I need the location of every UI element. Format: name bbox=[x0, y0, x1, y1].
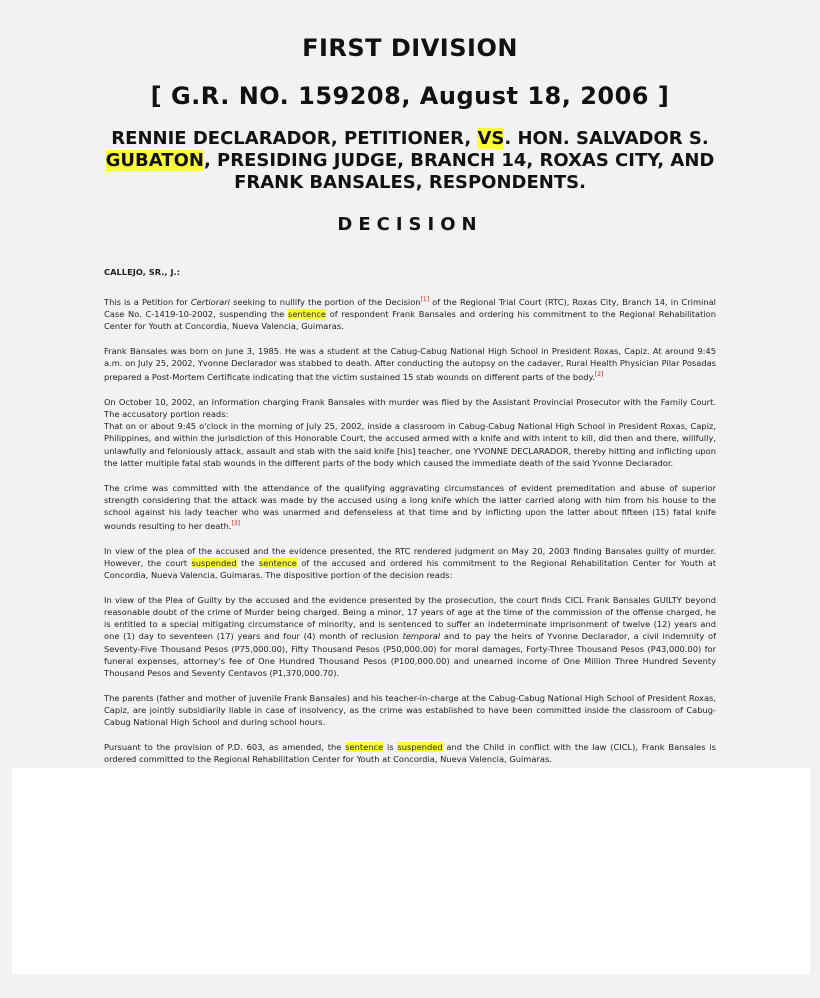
decision-heading: DECISION bbox=[337, 214, 483, 235]
highlight-sentence: sentence bbox=[345, 742, 384, 753]
text: On October 10, 2002, an Information charging Frank Bansales with murder was filed by the Assistant Provincial Prosecutor with the Family Court. The accusatory portion reads: bbox=[104, 397, 716, 420]
paragraph-5 bbox=[104, 545, 716, 581]
ponente: CALLEJO, SR., J.: bbox=[104, 267, 181, 277]
paragraph-1 bbox=[104, 294, 716, 332]
division-heading: FIRST DIVISION bbox=[302, 34, 518, 62]
text: In view of the Plea of Guilty by the accused and the evidence presented by the prosecution, the court finds CICL Frank Bansales GUILTY beyond reasonable doubt of the crime of Murder being charged. Being a minor, 17 years of age at the time of the commission of the offense charged, he is entitled to a special mitigating circumstance of minority, and is sentenced to suffer an indeterminate imprisonment of twelve (12) years and one (1) day to seventeen (17) years and four (4) month of reclusion bbox=[104, 595, 716, 642]
text: of respondent Frank Bansales and ordering his commitment to the Regional Rehabilitation Center for Youth at Concordia, Nueva Valencia, Guimaras. bbox=[104, 308, 716, 332]
paragraph-6 bbox=[104, 594, 716, 679]
text: seeking to nullify the portion of the Decision bbox=[229, 296, 421, 307]
highlight-sentence: sentence bbox=[288, 308, 327, 319]
paragraph-3 bbox=[104, 396, 716, 469]
decision-body bbox=[104, 266, 716, 778]
text: In view of the plea of the accused and the evidence presented, the RTC rendered judgment on May 20, 2003 finding Bansales guilty of murder. However, the court bbox=[104, 545, 716, 568]
highlight-gubaton: GUBATON bbox=[105, 150, 204, 171]
text: and to pay the heirs of Yvonne Declarador, a civil indemnity of Seventy-Five Thousand Pesos (P75,000.00), Fifty Thousand Pesos (P50,000.00) for moral damages, Forty-Three Thousand Pesos (P43,000.00) for funeral expenses, attorney's fee of One Hundred Thousand Pesos (P100,000.00) and unearned income of One Million Three Hundred Seventy Thousand Pesos and Seventy Centavos (P1,370,000.70). bbox=[104, 631, 716, 678]
parties-heading bbox=[100, 128, 720, 194]
text-italic: temporal bbox=[402, 631, 441, 642]
parties-text: RENNIE DECLARADOR, PETITIONER, bbox=[111, 128, 478, 149]
text: Frank Bansales was born on June 3, 1985. He was a student at the Cabug-Cabug National High School in President Roxas, Capiz. At around 9:45 a.m. on July 25, 2002, Yvonne Declarador was stabbed to death. After conducting the autopsy on the cadaver, Rural Health Physician Pilar Posadas prepared a Post-Mortem Certificate indicating that the victim sustained 15 stab wounds on different parts of the body. bbox=[104, 346, 717, 383]
case-number-heading: [ G.R. NO. 159208, August 18, 2006 ] bbox=[150, 82, 670, 110]
highlight-suspended: suspended bbox=[397, 742, 443, 753]
text: and the Child in conflict with the law (CICL), Frank Bansales is ordered committed to the Regional Rehabilitation Center for Youth at Concordia, Nueva Valencia, Guimaras. bbox=[104, 742, 717, 765]
text: This is a Petition for bbox=[104, 296, 191, 307]
paragraph-4 bbox=[104, 482, 716, 532]
text: of the accused and ordered his commitment to the Regional Rehabilitation Center for Youth at Concordia, Nueva Valencia, Guimaras. The dispositive portion of the decision reads: bbox=[104, 557, 717, 581]
parties-text: . HON. SALVADOR S. bbox=[504, 128, 709, 149]
highlight-suspended: suspended bbox=[191, 557, 237, 568]
text: Pursuant to the provision of P.D. 603, as amended, the bbox=[104, 742, 346, 753]
footnote-link[interactable]: [2] bbox=[594, 371, 604, 379]
text: The crime was committed with the attendance of the qualifying aggravating circumstances of evident premeditation and abuse of superior strength considering that the attack was made by the accused using a long knife which the latter carried along with him from his house to the school against his lady teacher who was unarmed and defenseless at that time and by inflicting upon the latter about fifteen (15) fatal knife wounds resulting to her death. bbox=[104, 482, 716, 531]
text: the bbox=[236, 557, 259, 568]
text: of the Regional Trial Court (RTC), Roxas City, Branch 14, in Criminal Case No. C-1419-10-2002, suspending the bbox=[104, 296, 716, 319]
parties-text: , PRESIDING JUDGE, BRANCH 14, ROXAS CITY, AND FRANK BANSALES, RESPONDENTS. bbox=[203, 150, 715, 193]
text-italic: Certiorari bbox=[190, 296, 230, 307]
paragraph-8 bbox=[104, 741, 716, 765]
highlight-vs: VS bbox=[477, 128, 505, 149]
blank-area bbox=[12, 768, 810, 974]
footnote-link[interactable]: [1] bbox=[420, 296, 430, 304]
footnote-link[interactable]: [3] bbox=[231, 520, 241, 528]
paragraph-7: The parents (father and mother of juvenile Frank Bansales) and his teacher-in-charge at the Cabug-Cabug National High School of President Roxas, Capiz, are jointly subsidiarily liable in case of insolvency, as the crime was established to have been committed inside the classroom of Cabug-Cabug National High School and during school hours. bbox=[104, 692, 716, 728]
text: That on or about 9:45 o'clock in the morning of July 25, 2002, inside a classroom in Cabug-Cabug National High School in President Roxas, Capiz, Philippines, and within the jurisdiction of this Honorable Court, the accused armed with a knife and with intent to kill, did then and there, willfully, unlawfully and feloniously attack, assault and stab with the said knife [his] teacher, one YVONNE DECLARADOR, thereby hitting and inflicting upon the latter multiple fatal stab wounds in the different parts of the body which caused the immediate death of the said Yvonne Declarador. bbox=[104, 421, 716, 468]
highlight-sentence: sentence bbox=[258, 557, 297, 568]
paragraph-2 bbox=[104, 345, 716, 383]
text: is bbox=[383, 742, 398, 753]
